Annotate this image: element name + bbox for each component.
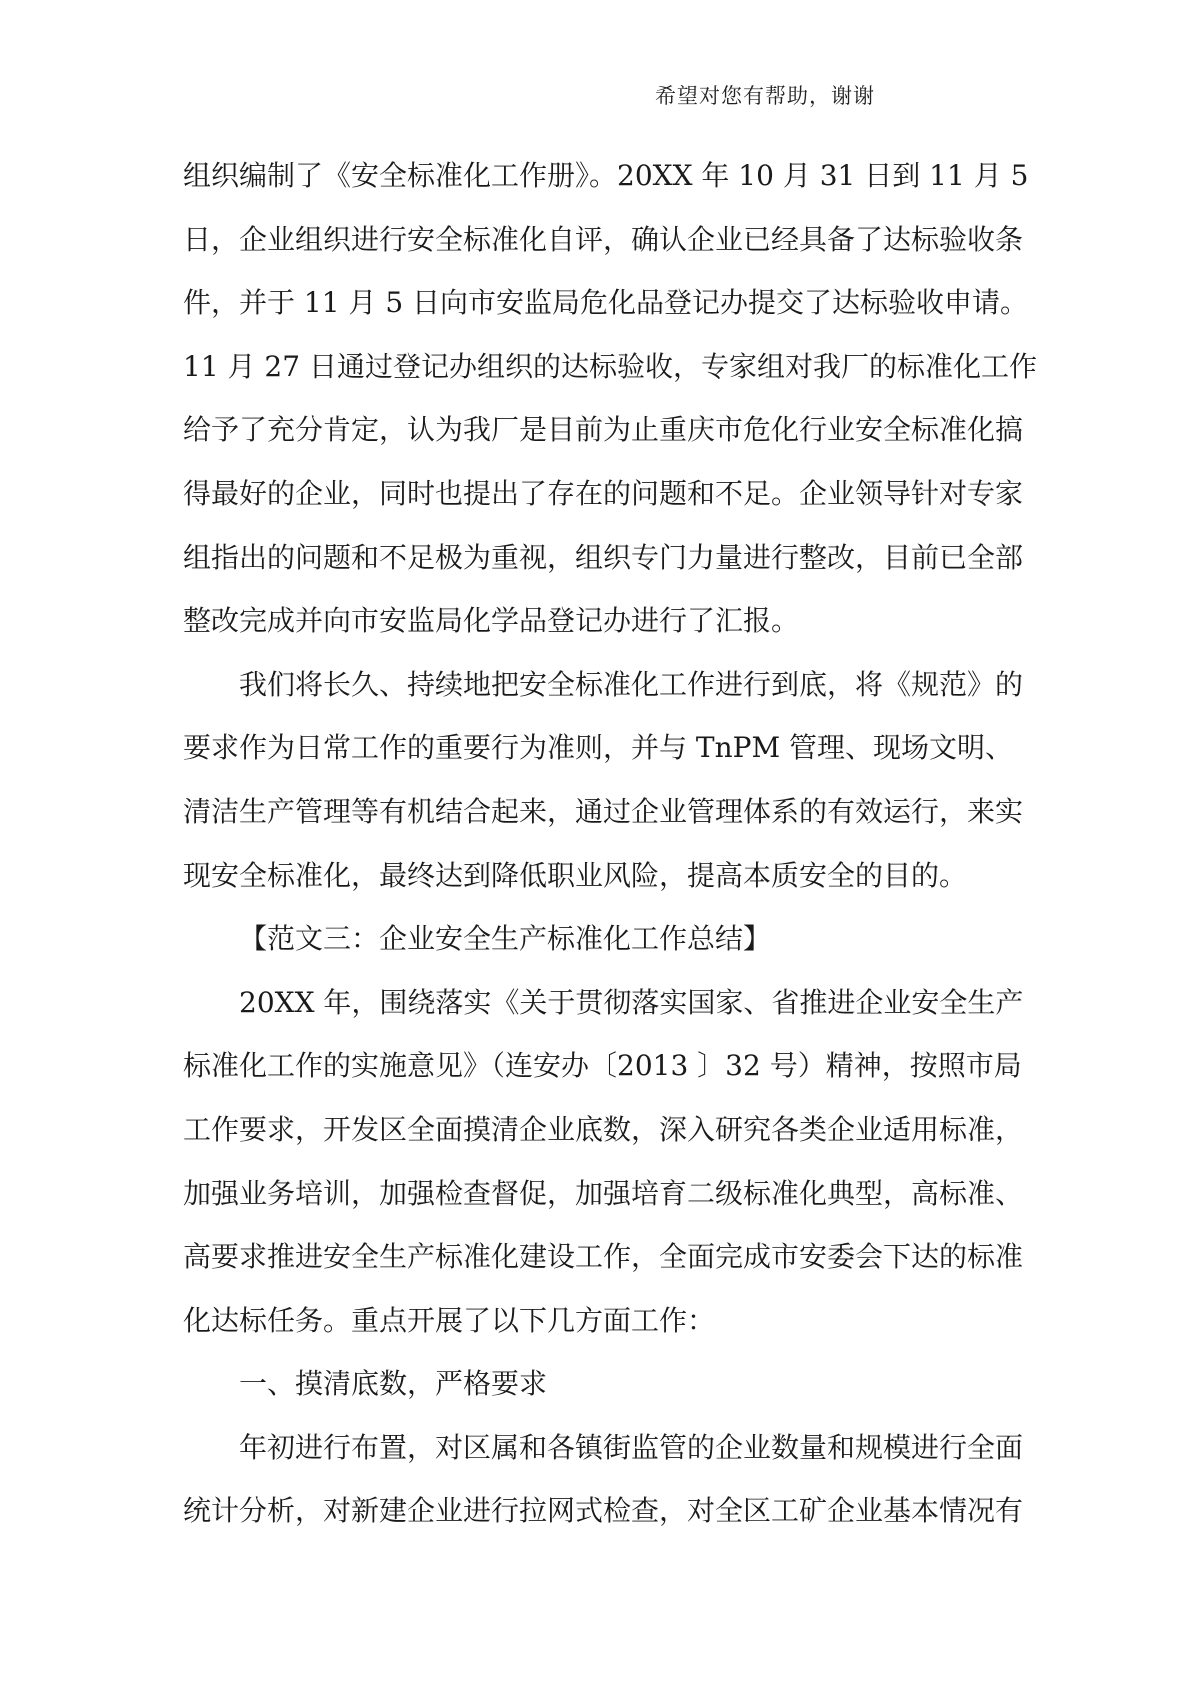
document-body [183, 144, 1037, 1543]
text-line: 工作要求，开发区全面摸清企业底数，深入研究各类企业适用标准， [183, 1112, 1024, 1146]
text-line: 件，并于 11 月 5 日向市安监局危化品登记办提交了达标验收申请。 [183, 286, 1029, 320]
text-line: 组织编制了《安全标准化工作册》。20XX 年 10 月 31 日到 11 月 5 [183, 159, 1029, 192]
text-line: 一、摸清底数，严格要求 [239, 1367, 548, 1401]
text-line: 给予了充分肯定，认为我厂是目前为止重庆市危化行业安全标准化搞 [183, 413, 1024, 447]
page-header: 希望对您有帮助，谢谢 [655, 84, 875, 108]
text-line: 11 月 27 日通过登记办组织的达标验收，专家组对我厂的标准化工作 [183, 349, 1037, 383]
text-line: 我们将长久、持续地把安全标准化工作进行到底，将《规范》的 [239, 667, 1024, 701]
text-line: 日，企业组织进行安全标准化自评，确认企业已经具备了达标验收条 [183, 222, 1024, 256]
text-line: 加强业务培训，加强检查督促，加强培育二级标准化典型，高标准、 [183, 1176, 1024, 1210]
text-line: 年初进行布置，对区属和各镇街监管的企业数量和规模进行全面 [239, 1430, 1024, 1464]
text-line: 得最好的企业，同时也提出了存在的问题和不足。企业领导针对专家 [183, 476, 1024, 510]
text-line: 现安全标准化，最终达到降低职业风险，提高本质安全的目的。 [183, 858, 968, 892]
text-line: 化达标任务。重点开展了以下几方面工作： [183, 1303, 716, 1337]
text-line: 清洁生产管理等有机结合起来，通过企业管理体系的有效运行，来实 [183, 794, 1024, 828]
text-line: 标准化工作的实施意见》（连安办〔2013 〕32 号）精神，按照市局 [183, 1049, 1022, 1083]
text-line: 统计分析，对新建企业进行拉网式检查，对全区工矿企业基本情况有 [183, 1494, 1024, 1528]
text-line: 20XX 年，围绕落实《关于贯彻落实国家、省推进企业安全生产 [239, 985, 1024, 1019]
text-line: 组指出的问题和不足极为重视，组织专门力量进行整改，目前已全部 [183, 540, 1024, 574]
text-line: 高要求推进安全生产标准化建设工作，全面完成市安委会下达的标准 [183, 1240, 1024, 1274]
text-line: 要求作为日常工作的重要行为准则，并与 TnPM 管理、现场文明、 [183, 731, 1014, 765]
text-line: 整改完成并向市安监局化学品登记办进行了汇报。 [183, 604, 800, 638]
text-line: 【范文三：企业安全生产标准化工作总结】 [239, 922, 772, 956]
